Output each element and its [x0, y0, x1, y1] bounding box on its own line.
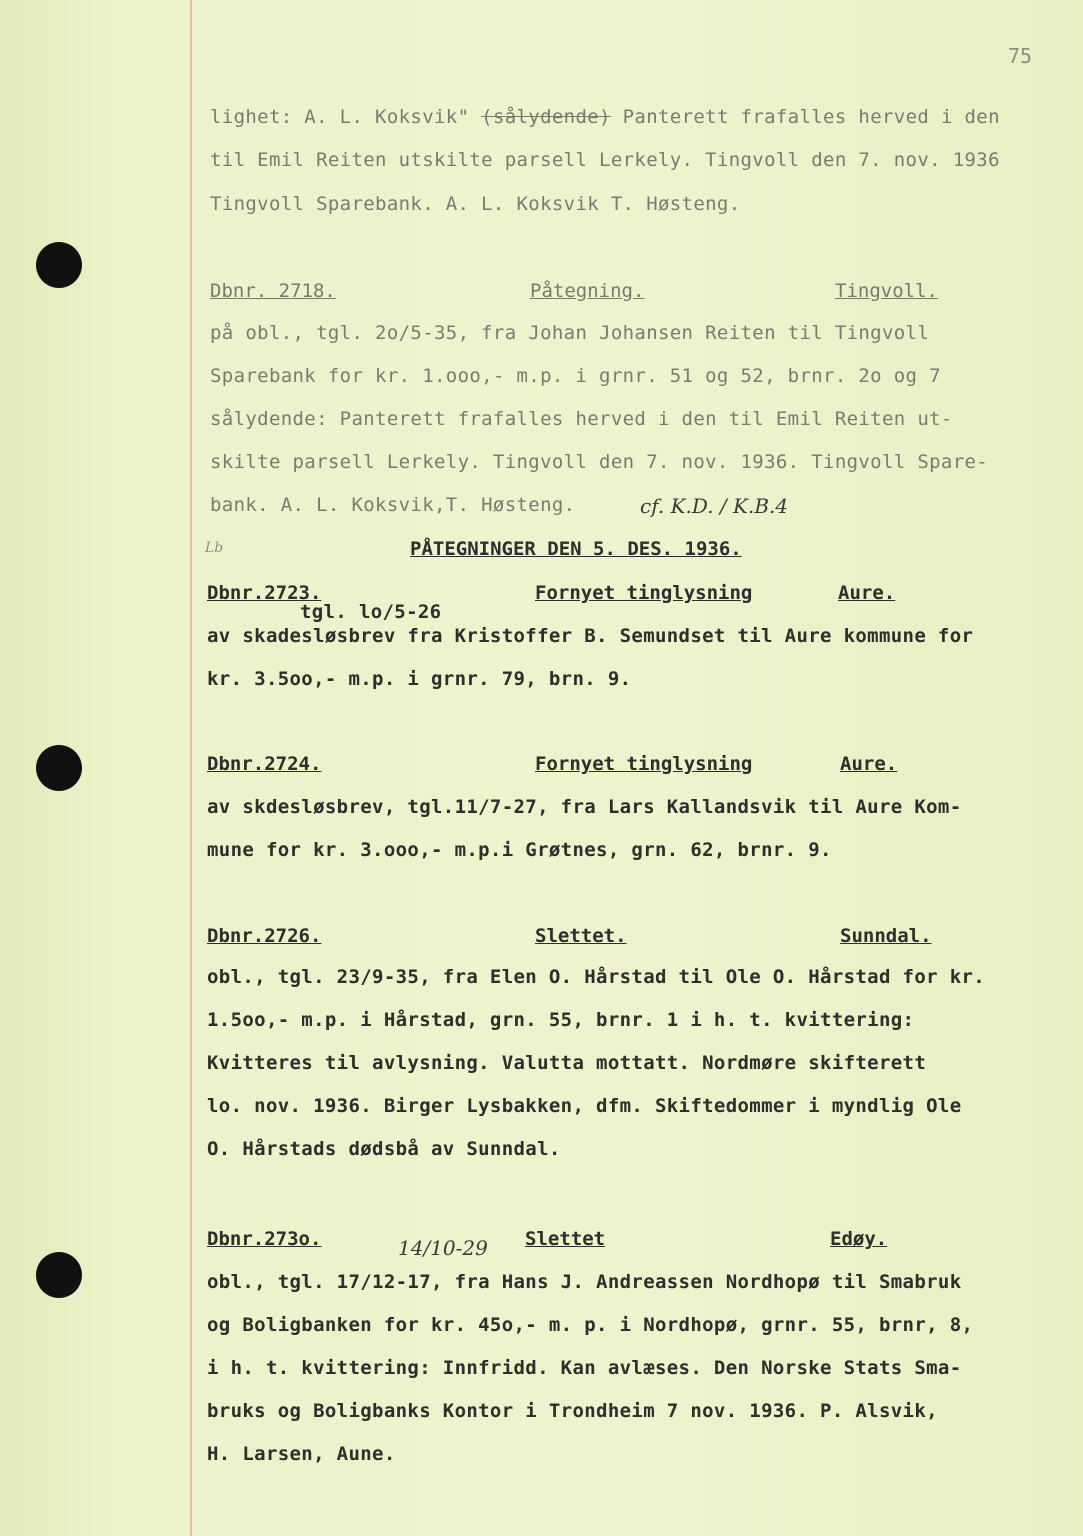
entry-number: Dbnr.2724. [207, 753, 322, 775]
entry-line: H. Larsen, Aune. [207, 1443, 396, 1465]
margin-rule [190, 0, 192, 1536]
entry-type: Påtegning. [530, 280, 645, 302]
margin-note: Lb [205, 540, 224, 556]
entry-line: Kvitteres til avlysning. Valutta mottatt. Nordmøre skifterett [207, 1052, 927, 1074]
entry-line: O. Hårstads dødsbå av Sunndal. [207, 1138, 561, 1160]
entry-line: bank. A. L. Koksvik,T. Høsteng. [210, 494, 576, 516]
handwritten-annotation: cf. K.D. / K.B.4 [640, 494, 789, 518]
entry-line: obl., tgl. 17/12-17, fra Hans J. Andreassen Nordhopø til Smabruk [207, 1271, 962, 1293]
section-heading: PÅTEGNINGER DEN 5. DES. 1936. [410, 538, 742, 560]
entry-place: Aure. [840, 753, 898, 775]
inserted-text: tgl. lo/5-26 [300, 601, 442, 623]
entry-line: 1.5oo,- m.p. i Hårstad, grn. 55, brnr. 1 i h. t. kvittering: [207, 1009, 915, 1031]
entry-line: Sparebank for kr. 1.ooo,- m.p. i grnr. 51 og 52, brnr. 2o og 7 [210, 365, 941, 387]
page-number: 75 [1008, 44, 1033, 68]
entry-line: av skadesløsbrev fra Kristoffer B. Semundset til Aure kommune for [207, 625, 974, 647]
intro-text: lighet: A. L. Koksvik" [210, 106, 470, 128]
entry-number: Dbnr.2723. [207, 582, 322, 604]
entry-line: av skdesløsbrev, tgl.11/7-27, fra Lars Kallandsvik til Aure Kom- [207, 796, 962, 818]
entry-line: bruks og Boligbanks Kontor i Trondheim 7 nov. 1936. P. Alsvik, [207, 1400, 938, 1422]
entry-type: Fornyet tinglysning [535, 753, 753, 775]
entry-line: skilte parsell Lerkely. Tingvoll den 7. nov. 1936. Tingvoll Spare- [210, 451, 989, 473]
intro-line-3: Tingvoll Sparebank. A. L. Koksvik T. Høsteng. [210, 193, 741, 215]
entry-line: lo. nov. 1936. Birger Lysbakken, dfm. Skiftedommer i myndlig Ole [207, 1095, 962, 1117]
entry-line: og Boligbanken for kr. 45o,- m. p. i Nordhopø, grnr. 55, brnr, 8, [207, 1314, 974, 1336]
punch-hole [36, 1252, 82, 1298]
punch-hole [36, 242, 82, 288]
entry-line: på obl., tgl. 2o/5-35, fra Johan Johansen Reiten til Tingvoll [210, 322, 930, 344]
entry-place: Aure. [838, 582, 896, 604]
entry-line: sålydende: Panterett frafalles herved i den til Emil Reiten ut- [210, 408, 953, 430]
entry-line: i h. t. kvittering: Innfridd. Kan avlæses. Den Norske Stats Sma- [207, 1357, 962, 1379]
entry-place: Sunndal. [840, 925, 932, 947]
entry-number: Dbnr. 2718. [210, 280, 336, 302]
entry-type: Slettet [525, 1228, 606, 1250]
entry-type: Fornyet tinglysning [535, 582, 753, 604]
handwritten-insert: 14/10-29 [398, 1236, 488, 1260]
entry-place: Edøy. [830, 1228, 888, 1250]
entry-place: Tingvoll. [835, 280, 938, 302]
intro-line-1 [210, 106, 1000, 128]
entry-number: Dbnr.2726. [207, 925, 322, 947]
entry-line: kr. 3.5oo,- m.p. i grnr. 79, brn. 9. [207, 668, 632, 690]
entry-line: obl., tgl. 23/9-35, fra Elen O. Hårstad til Ole O. Hårstad for kr. [207, 966, 986, 988]
struck-text: (sålydende) [481, 106, 611, 128]
entry-number: Dbnr.273o. [207, 1228, 322, 1250]
intro-text: Panterett frafalles herved i den [622, 106, 1000, 128]
intro-line-2: til Emil Reiten utskilte parsell Lerkely. Tingvoll den 7. nov. 1936 [210, 149, 1000, 171]
entry-line: mune for kr. 3.ooo,- m.p.i Grøtnes, grn. 62, brnr. 9. [207, 839, 832, 861]
punch-hole [36, 745, 82, 791]
entry-type: Slettet. [535, 925, 627, 947]
